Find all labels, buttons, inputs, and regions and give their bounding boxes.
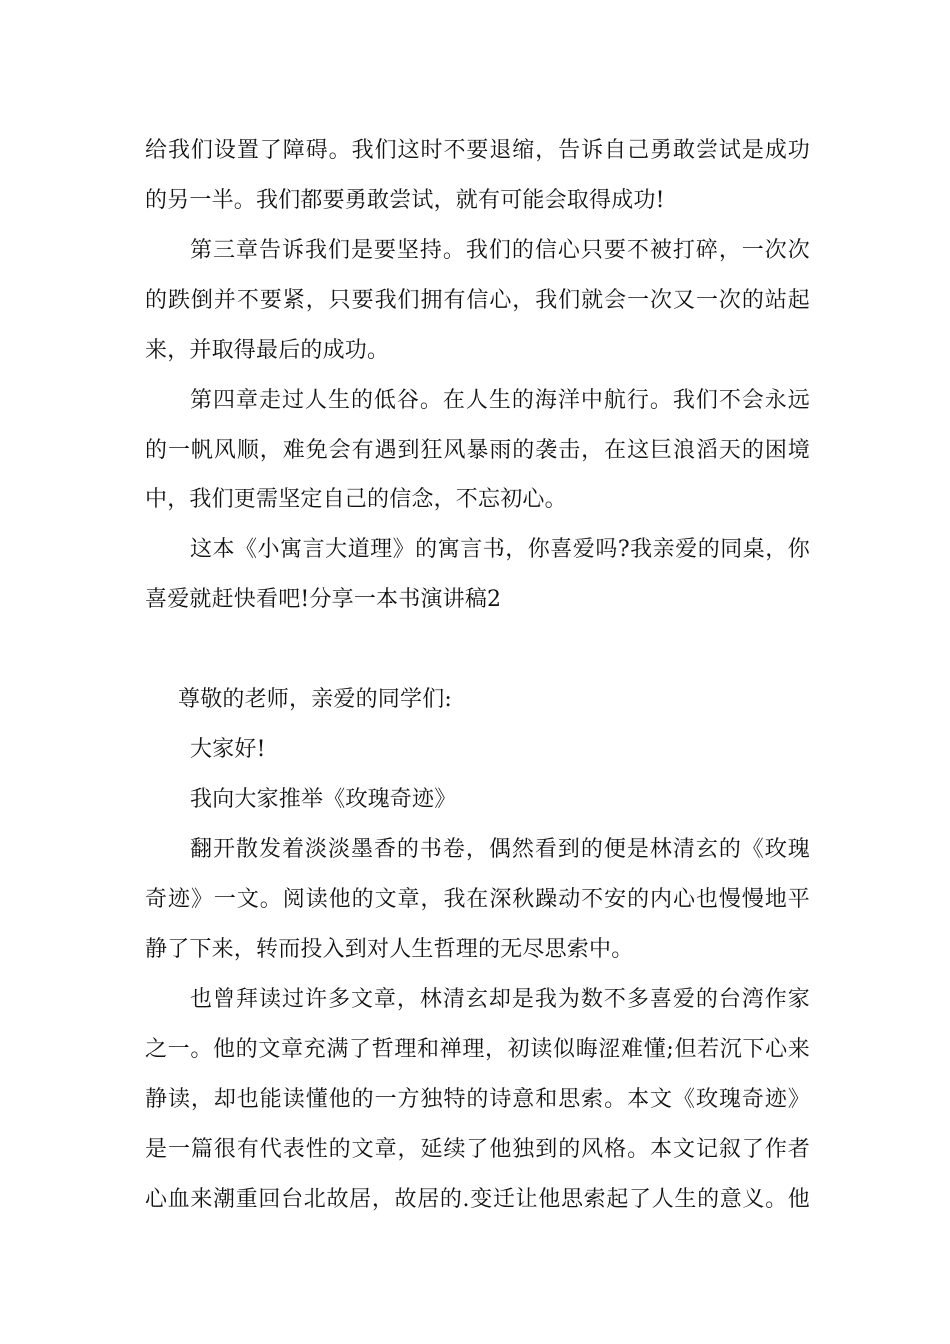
text-line: 静了下来，转而投入到对人生哲理的无尽思索中。 <box>145 937 634 962</box>
text-line: 第三章告诉我们是要坚持。我们的信心只要不被打碎，一次次 <box>190 238 810 263</box>
text-line: 中，我们更需坚定自己的信念，不忘初心。 <box>145 487 567 512</box>
text-line: 来，并取得最后的成功。 <box>145 338 390 363</box>
text-line: 这本《小寓言大道理》的寓言书，你喜爱吗?我亲爱的同桌，你 <box>190 537 810 562</box>
text-line: 的跌倒并不要紧，只要我们拥有信心，我们就会一次又一次的站起 <box>145 288 810 313</box>
text-line: 静读，却也能读懂他的一方独特的诗意和思索。本文《玫瑰奇迹》 <box>145 1087 810 1112</box>
text-line: 我向大家推举《玫瑰奇迹》 <box>190 787 457 812</box>
text-line: 第四章走过人生的低谷。在人生的海洋中航行。我们不会永远 <box>190 388 810 413</box>
text-line: 的一帆风顺，难免会有遇到狂风暴雨的袭击，在这巨浪滔天的困境 <box>145 438 810 463</box>
text-line: 奇迹》一文。阅读他的文章，我在深秋躁动不安的内心也慢慢地平 <box>145 887 810 912</box>
text-line: 喜爱就赶快看吧!分享一本书演讲稿2 <box>145 587 502 612</box>
text-line: 翻开散发着淡淡墨香的书卷，偶然看到的便是林清玄的《玫瑰 <box>190 837 810 862</box>
text-line: 是一篇很有代表性的文章，延续了他独到的风格。本文记叙了作者 <box>145 1137 810 1162</box>
text-line: 给我们设置了障碍。我们这时不要退缩，告诉自己勇敢尝试是成功 <box>145 138 810 163</box>
text-line: 之一。他的文章充满了哲理和禅理，初读似晦涩难懂;但若沉下心来 <box>145 1037 810 1062</box>
text-line: 也曾拜读过许多文章，林清玄却是我为数不多喜爱的台湾作家 <box>190 987 810 1012</box>
greeting: 大家好! <box>190 737 266 762</box>
text-line: 的另一半。我们都要勇敢尝试，就有可能会取得成功! <box>145 188 665 213</box>
text-line: 心血来潮重回台北故居，故居的.变迁让他思索起了人生的意义。他 <box>145 1187 810 1212</box>
salutation: 尊敬的老师，亲爱的同学们: <box>178 687 453 712</box>
